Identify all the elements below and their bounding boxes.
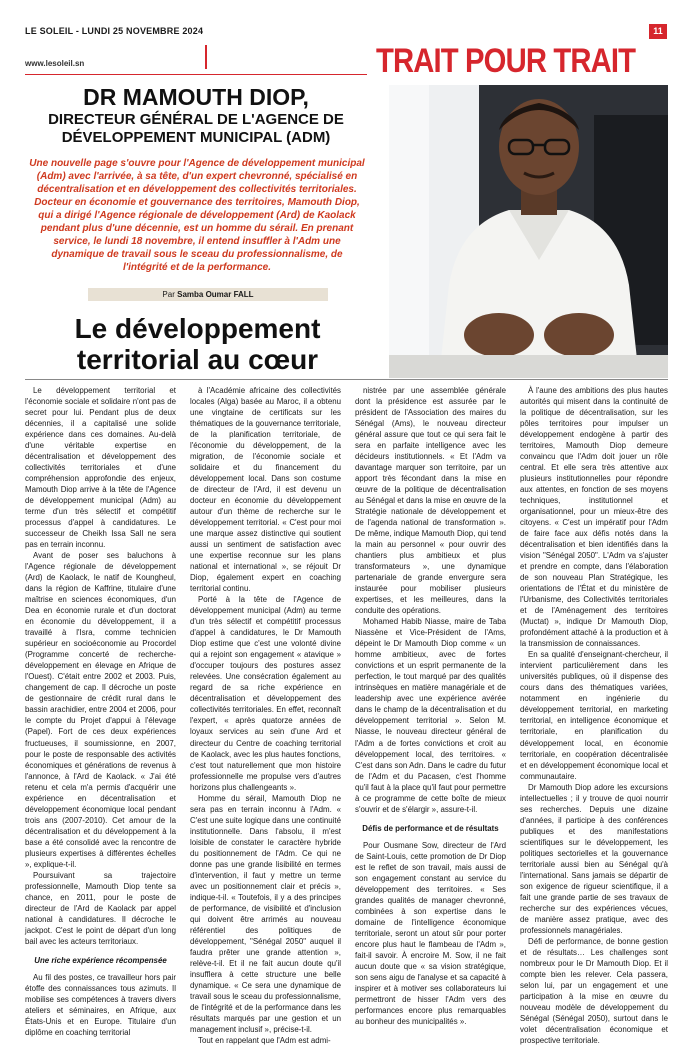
article-rule	[25, 379, 668, 380]
section-title: TRAIT POUR TRAIT	[376, 42, 636, 80]
subheading: Une riche expérience récompensée	[34, 955, 167, 965]
paragraph: nistrée par une assemblée générale dont la présidence est assurée par le président de l'Association des maires du Sénégal (Ams), le nouveau directeur général assure que tout ce qui sera fait le sera en parfaite intelligence avec les décideurs institutionnels. « Et l'Adm va davantage marquer son territoire, par un apport très fécondant dans la mise en œuvre de la politique de décentralisation au Sénégal et dans la mise en œuvre de la Stratégie nationale de développement et de l'agenda national de transformation ». De même, indique Mamouth Diop, qui tend la main au personnel « pour ouvrir des chantiers plus ambitieux et plus transformateurs », une dynamique partenariale de grande envergure sera instaurée pour mobiliser plusieurs expertises, et les meilleures, dans la conduite des opérations.	[355, 386, 506, 616]
article-headline: Le développement territorial au cœur	[74, 313, 321, 375]
paragraph: Porté à la tête de l'Agence de développement municipal (Adm) au terme d'un très sélectif et compétitif processus d'appel à candidatures, le Dr Mamouth Diop estime que c'est une volonté divine qui a rejoint son engagement « atavique » d'occuper toujours des postures assez relevées. Une consécration également au regard de sa riche expérience en décentralisation et développement des collectivités territoriales. En effet, reconnaît l'expert, « après quatorze années de loyaux services au sein d'une Ard et directeur du Centre de coaching territorial de Kaolack, avec les plus hautes fonctions, c'est tout naturellement que mon histoire professionnelle me propulse vers d'autres horizons plus challengeants ».	[190, 595, 341, 792]
paragraph: Dr Mamouth Diop adore les excursions intellectuelles ; il y trouve de quoi nourrir ses recherches. Depuis une dizaine d'années, il participe à des conférences publiques et des manifestations scientifiques sur le développement, les politiques sectorielles et la gouvernance territoriale aussi bien au Sénégal qu'à l'international. Sans jamais se départir de son exigence de rigueur scientifique, il a fait une grande partie de ses travaux de recherche sur des expériences vécues, de manière assez pratique, avec des professionnels managériales.	[520, 782, 668, 935]
column-1	[25, 385, 176, 1038]
paragraph: Avant de poser ses baluchons à l'Agence régionale de développement (Ard) de Kaolack, le natif de Koungheul, dans la région de Kaffrine, titulaire d'une maîtrise en sciences économiques, d'un Dea en économie rurale et d'un doctorat en économie du développement, il a travaillé à l'Isra, comme technicien supérieur en socioéconomie au Procordel (Programme concerté de recherche-développement en élevage en Afrique de l'Ouest). C'était entre 2002 et 2003. Puis, changement de cap. Il décroche un poste de gestionnaire de crédit rural dans le bassin arachidier, entre 2004 et 2006, pour le compte du Projet d'appui à l'élevage (Papel). Fort de ces deux expériences fructueuses, il soumissionne, en 2007, pour le poste de responsable des activités économiques et générations de revenus à l'annonce, à l'Ard de Kaolack. « J'ai été retenu et cela m'a permis d'acquérir une expérience en décentralisation et développement économique local pendant trois ans (2007-2010). Cet amour de la décentralisation et du développement à la base a été consolidé avec la rencontre de plusieurs expertises à différentes échelles », explique-t-il.	[25, 551, 176, 869]
paragraph: En sa qualité d'enseignant-chercheur, il intervient particulièrement dans les universités publiques, où il dispense des cours dans des thématiques variées, notamment en ingénierie du développement territorial, en marketing territorial, en intelligence économique et territoriale, en planification du développement local, en économie territoriale, en coopération décentralisée et en développement économique local et communautaire.	[520, 650, 668, 781]
column-4	[520, 385, 668, 1046]
article-title	[25, 85, 367, 147]
paragraph: à l'Académie africaine des collectivités locales (Alga) basée au Maroc, il a obtenu une vingtaine de certificats sur les thématiques de la gouvernance territoriale, de la planification territoriale, de l'économie du développement, de la migration, de l'économie sociale et solidaire et du financement du développement local. Dans son costume de directeur de l'Ard, il est devenu un docteur en économie du développement autour d'un thème de recherche sur le développement territorial. « C'est pour moi une marque assez distinctive qui soutient aussi un sentiment de satisfaction avec une expertise reconnue sur les plans national et international », se réjouit Dr Diop, également expert en coaching territorial continu.	[190, 386, 341, 594]
column-2	[190, 385, 341, 1046]
column-3	[355, 385, 506, 1027]
byline-prefix: Par	[162, 290, 175, 299]
person-name: DR MAMOUTH DIOP,	[83, 84, 309, 110]
subheading: Défis de performance et de résultats	[362, 823, 499, 833]
section-divider	[205, 45, 207, 69]
person-role: DIRECTEUR GÉNÉRAL DE L'AGENCE DE DÉVELOPPEMENT MUNICIPAL (ADM)	[48, 111, 344, 146]
portrait-illustration	[389, 85, 668, 378]
paragraph: Au fil des postes, ce travailleur hors pair étoffe des connaissances tous azimuts. Il mobilise ses compétences à travers divers ateliers et séminaires, en Afrique, aux États-Unis et en Europe. Titulaire d'un diplôme en coaching territorial	[25, 972, 176, 1037]
website-url[interactable]: www.lesoleil.sn	[25, 59, 85, 68]
paragraph: Pour Ousmane Sow, directeur de l'Ard de Saint-Louis, cette promotion de Dr Diop est le reflet de son travail, mais aussi de son engagement constant au service du développement des territoires. « Ses grandes qualités de manager chevronné, combinées à son expertise dans le domaine de l'intelligence économique territoriale, seront un atout sûr pour porter encore plus haut le flambeau de l'Adm », fait-il savoir. À encroire M. Sow, il ne fait aucun doute que « sa vision stratégique, son sens aigu de l'analyse et sa capacité à inspirer et à motiver ses collaborateurs lui permettront de hisser l'Adm vers des performances encore plus remarquables au bonheur des municipalités ».	[355, 840, 506, 1026]
paragraph: Le développement territorial et l'économie sociale et solidaire n'ont pas de secret pour lui. Pendant plus de deux décennies, il a capitalisé une solide expérience dans ces domaines. Au-delà d'une véritable expertise en décentralisation et développement des collectivités territoriales et d'une compréhension approfondie des enjeux, Mamouth Diop arrive à la tête de l'Agence de développement municipal (Adm) au terme d'un très sélectif et compétitif processus d'appel à candidatures. Le successeur de Cheikh Issa Sall ne sera pas en terrain inconnu.	[25, 386, 176, 550]
portrait-photo	[389, 85, 668, 378]
paragraph: Poursuivant sa trajectoire professionnelle, Mamouth Diop tente sa chance, en 2011, pour le poste de directeur de l'Ard de Kaolack par appel national à candidatures. Il décroche le jackpot. C'est le point de départ d'un long bail avec les acteurs territoriaux.	[25, 870, 176, 946]
paragraph: À l'aune des ambitions des plus hautes autorités qui misent dans la continuité de la politique de décentralisation, sur les pôles territoires pour impulser un développement endogène à partir des territoires, Mamouth Diop demeure convaincu que l'Adm doit jouer un rôle central. Et elle sera très attentive aux plusieurs institutionnelles pour répondre aux attentes, en fonction de ses moyens techniques, institutionnel et organisationnel, pour un mieux-être des citoyens. « C'est un impératif pour l'Adm de faire face aux défis notés dans la décentralisation et bien identifiés dans la vision "Sénégal 2050". L'Adm va s'ajuster et prendre en compte, dans l'élaboration de son nouveau Plan Stratégique, les orientations de l'État et du ministère de l'Urbanisme, des Collectivités territoriales et de l'Aménagement des territoires (Muctat) », indique Dr Mamouth Diop, profondément attaché à la production et à la transmission de connaissances.	[520, 386, 668, 649]
paragraph: Homme du sérail, Mamouth Diop ne sera pas en terrain inconnu à l'Adm. « C'est une suite logique dans une continuité institutionnelle. Dans l'absolu, il m'est loisible de constater le caractère hybride du positionnement de l'Adm. Ce qui ne donne pas une grande lisibilité en termes d'intervention, il faut y mettre un terme avec un positionnement clair et précis », indique-t-il. « Toutefois, il y a des principes de performance, de visibilité et d'inclusion qui doivent être arrimés au nouveau référentiel des politiques de développement, "Sénégal 2050" auquel il faudra prêter une grande attention », relève-t-il. Et il ne fait aucun doute qu'il insufflera à cette structure une belle dynamique. « Ce sera une dynamique de travail sous le sceau du professionnalisme, de l'intégrité et de la performance dans les résultats marqués par une gestion et un management inclusif », précise-t-il.	[190, 793, 341, 1034]
byline-author: Samba Oumar FALL	[177, 290, 254, 299]
header-rule	[25, 74, 367, 75]
byline	[88, 288, 328, 301]
page-number: 11	[649, 24, 667, 39]
page-header	[25, 23, 667, 43]
newspaper-date: LE SOLEIL - LUNDI 25 NOVEMBRE 2024	[25, 26, 204, 36]
article-lead: Une nouvelle page s'ouvre pour l'Agence de développement municipal (Adm) avec l'arrivée, à sa tête, d'un expert chevronné, spécialisé en décentralisation et en développement des collectivités territoriales. Docteur en économie et gouvernance des territoires, Mamouth Diop, qui a dirigé l'Agence régionale de développement (Ard) de Kaolack pendant plus d'une décennie, est un homme du sérail. En prenant service, le lundi 18 novembre, il entend insuffler à l'Adm une dynamique de travail sous le sceau du professionnalisme, de l'intégrité et de la performance.	[29, 158, 365, 273]
paragraph: Défi de performance, de bonne gestion et de résultats… Les challenges sont nombreux pour le Dr Mamouth Diop. Et il compte bien les relever. Cela passera, selon lui, par un engagement et une participation à la mise en œuvre du nouveau modèle de développement du Sénégal (Sénégal 2050), surtout dans le volet décentralisation économique et prospective territoriale.	[520, 936, 668, 1045]
paragraph: Mohamed Habib Niasse, maire de Taba Niassène et Vice-Président de l'Ams, dépeint le Dr Mamouth Diop comme « un homme ambitieux, avec de fortes convictions et un esprit permanente de la perfection, le tout marqué par des qualités intrinsèques en matière managériale et de leadership avec une expérience avérée dans le champ de la décentralisation et du développement territorial ». Selon M. Niasse, le nouveau directeur général de l'Adm a de fortes convictions et croit au développement local, des territoires. « C'est dans son Adn. Dans le cadre du futur de l'Adm et du Pacasen, c'est l'homme qu'il faut à la place qu'il faut pour permettre à ce programme de cette boîte de mieux s'ouvrir et de s'élargir », assure-t-il.	[355, 617, 506, 814]
paragraph: Tout en rappelant que l'Adm est admi-	[198, 1035, 331, 1045]
